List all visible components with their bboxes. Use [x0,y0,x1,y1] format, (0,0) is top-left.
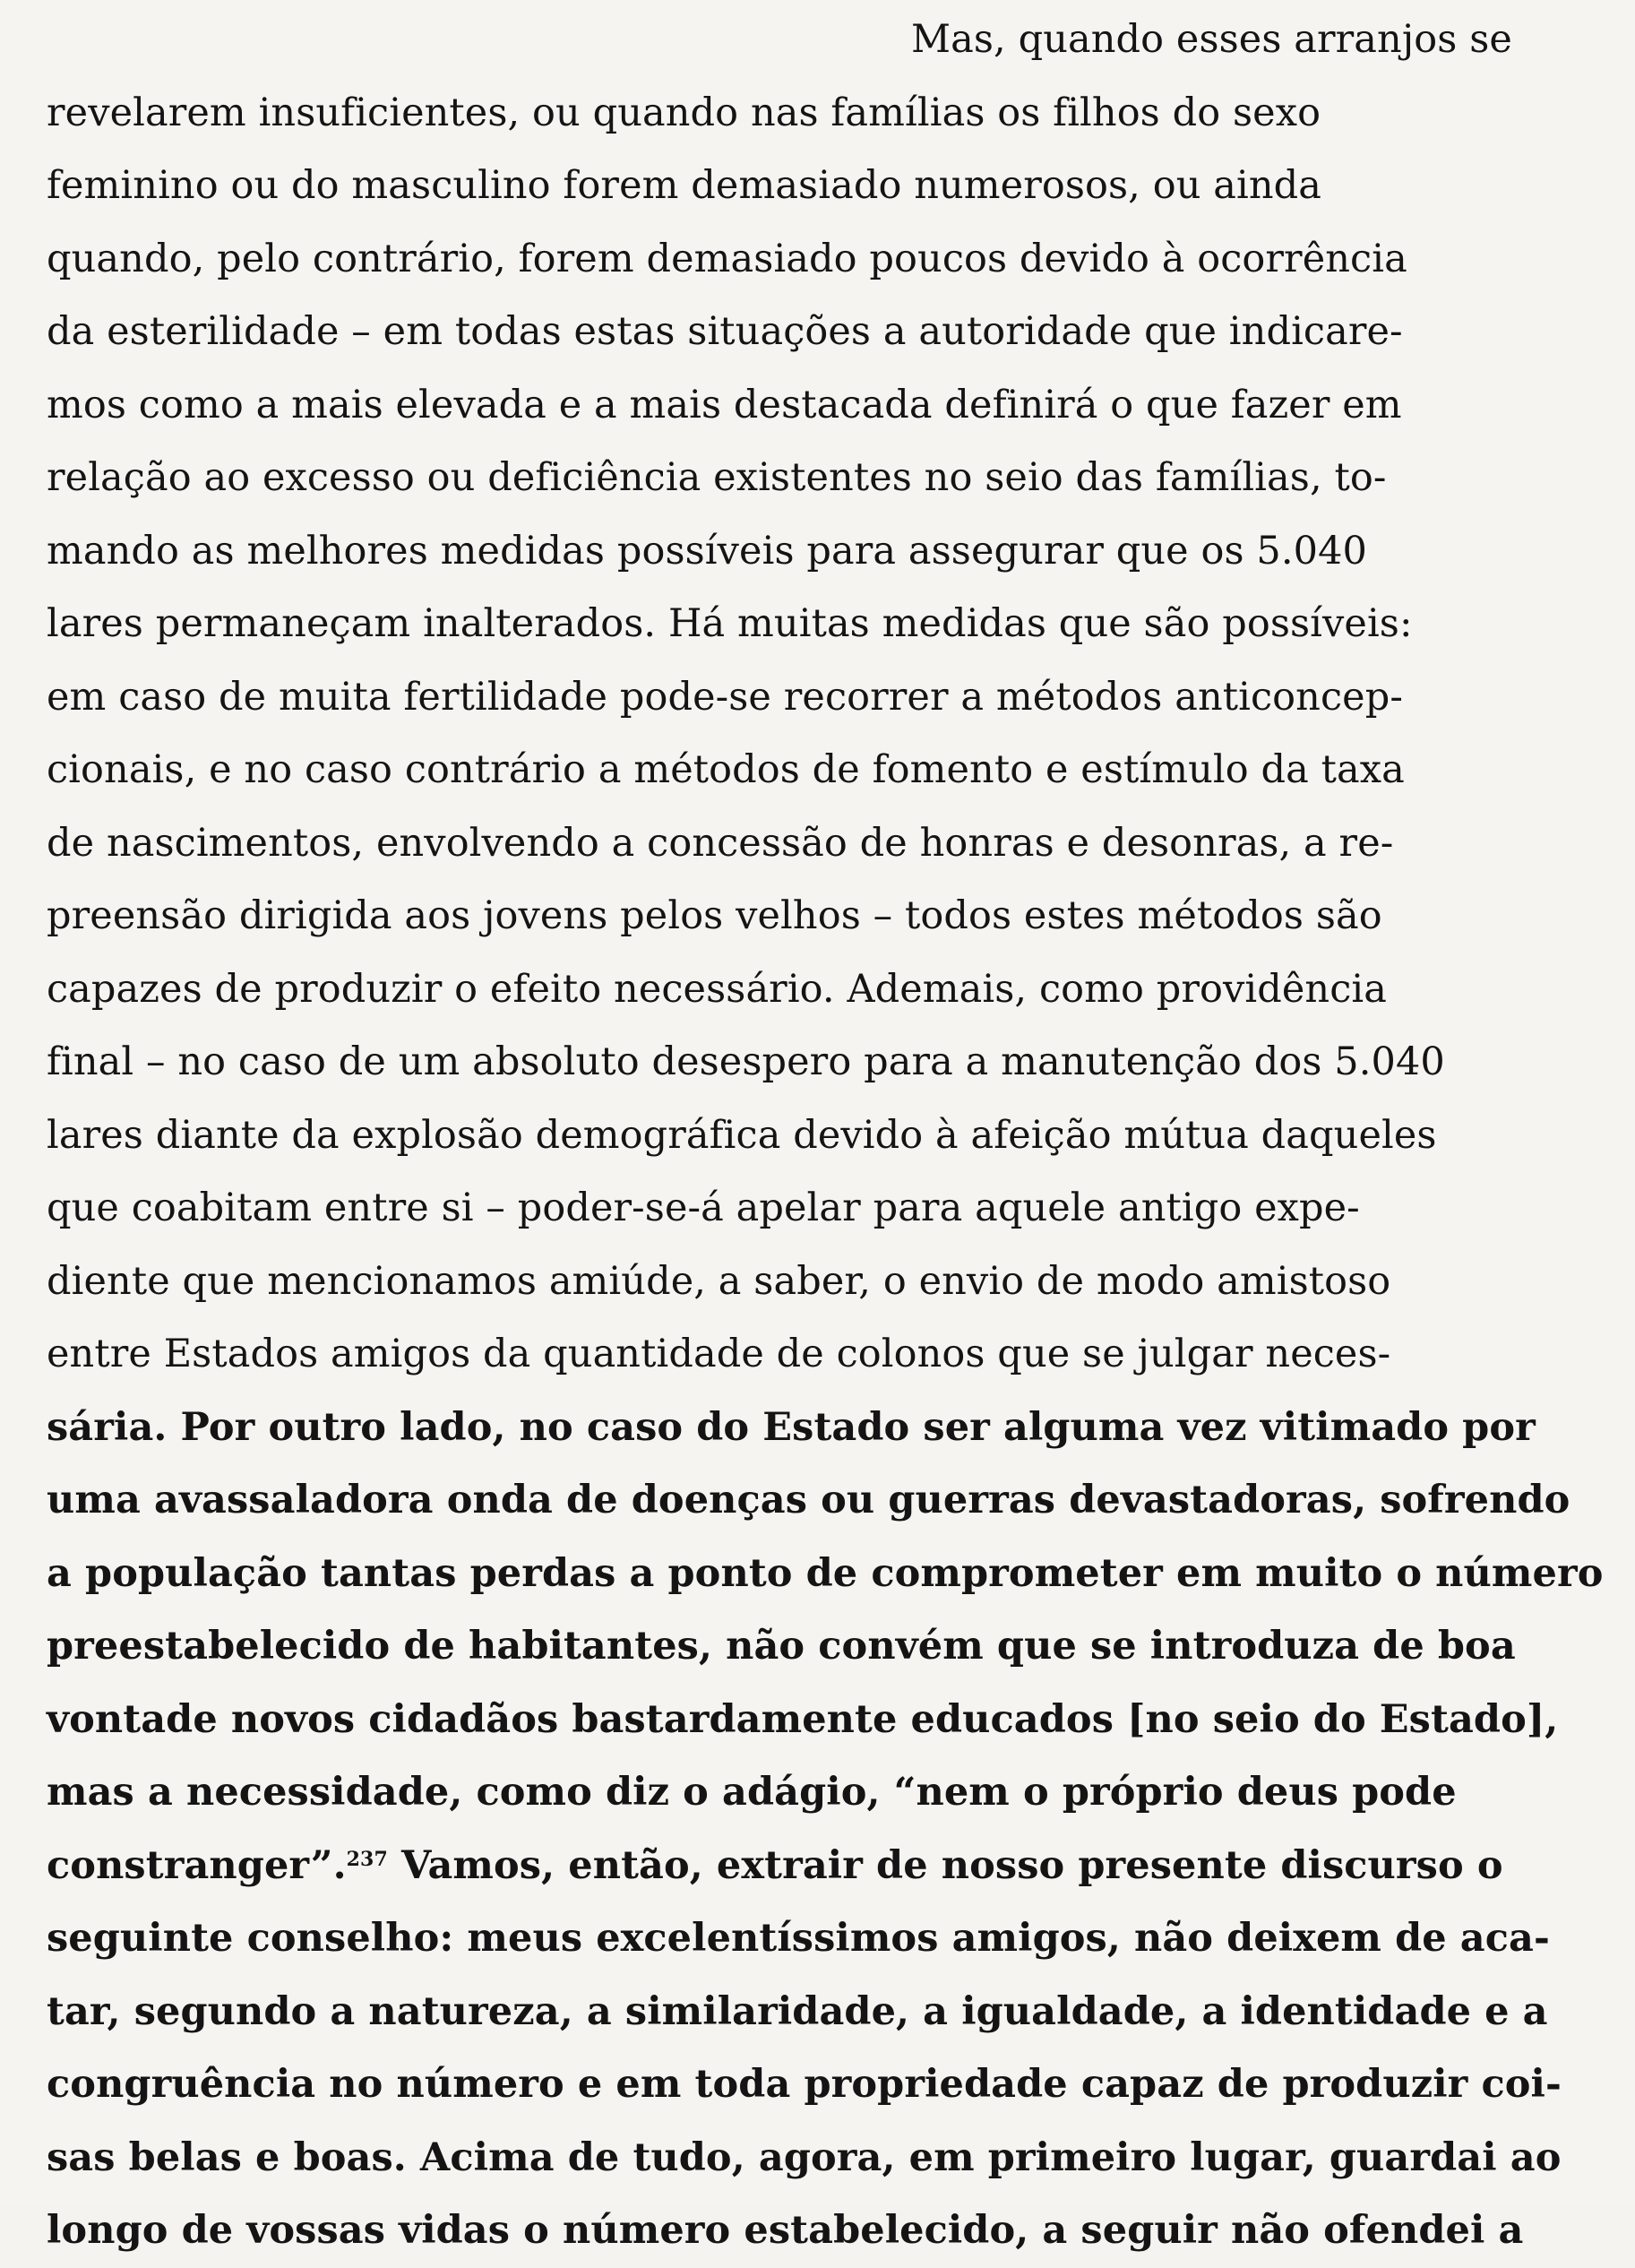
page-text [47,4,1604,2268]
line-start: constranger”. [47,1842,347,1888]
text-line-with-footnote [47,1830,1570,1903]
text-line: que coabitam entre si – poder-se-á apelar para aquele antigo expe- [47,1186,1360,1230]
text-line: capazes de produzir o efeito necessário. Ademais, como providência [47,966,1387,1012]
text-line: cionais, e no caso contrário a métodos de fomento e estímulo da taxa [47,747,1405,792]
text-line: relação ao excesso ou deficiência existentes no seio das famílias, to- [47,455,1387,500]
text-line: feminino ou do masculino forem demasiado numerosos, ou ainda [47,163,1322,208]
text-line: tar, segundo a natureza, a similaridade, a igualdade, a identidade e a [47,1988,1548,2034]
text-line: quando, pelo contrário, forem demasiado poucos devido à ocorrência [47,236,1407,281]
text-line: sária. Por outro lado, no caso do Estado ser alguma vez vitimado por [47,1404,1536,1450]
text-line: mos como a mais elevada e a mais destacada definirá o que fazer em [47,382,1402,427]
text-line: de nascimentos, envolvendo a concessão de honras e desonras, a re- [47,820,1394,866]
text-line: seguinte conselho: meus excelentíssimos amigos, não deixem de aca- [47,1916,1550,1961]
text-line: a população tantas perdas a ponto de comprometer em muito o número [47,1550,1604,1596]
line-rest: Vamos, então, extrair de nosso presente discurso o [400,1842,1503,1888]
text-line: preestabelecido de habitantes, não convém que se introduza de boa [47,1624,1516,1669]
text-line: lares diante da explosão demográfica devido à afeição mútua daqueles [47,1112,1437,1158]
text-line: diente que mencionamos amiúde, a saber, o envio de modo amistoso [47,1258,1391,1304]
text-line: final – no caso de um absoluto desespero para a manutenção dos 5.040 [47,1039,1445,1084]
text-line: sas belas e boas. Acima de tudo, agora, em primeiro lugar, guardai ao [47,2134,1562,2180]
text-line: preensão dirigida aos jovens pelos velhos – todos estes métodos são [47,893,1382,938]
text-line: uma avassaladora onda de doenças ou guerras devastadoras, sofrendo [47,1478,1570,1522]
text-line: Mas, quando esses arranjos se [911,17,1512,62]
text-line: congruência no número e em toda propriedade capaz de produzir coi- [47,2062,1562,2107]
footnote-marker[interactable]: 237 [346,1847,388,1871]
text-line: mando as melhores medidas possíveis para assegurar que os 5.040 [47,528,1368,573]
text-line: da esterilidade – em todas estas situações a autoridade que indicare- [47,309,1403,354]
text-line: lares permaneçam inalterados. Há muitas medidas que são possíveis: [47,601,1413,646]
text-line: longo de vossas vidas o número estabelecido, a seguir não ofendei a [47,2208,1524,2253]
text-line: entre Estados amigos da quantidade de colonos que se julgar neces- [47,1332,1391,1376]
text-line: vontade novos cidadãos bastardamente educados [no seio do Estado], [47,1696,1559,1742]
text-line: em caso de muita fertilidade pode-se recorrer a métodos anticoncep- [47,674,1403,720]
text-line: revelarem insuficientes, ou quando nas famílias os filhos do sexo [47,90,1321,135]
text-line: mas a necessidade, como diz o adágio, “nem o próprio deus pode [47,1770,1457,1815]
